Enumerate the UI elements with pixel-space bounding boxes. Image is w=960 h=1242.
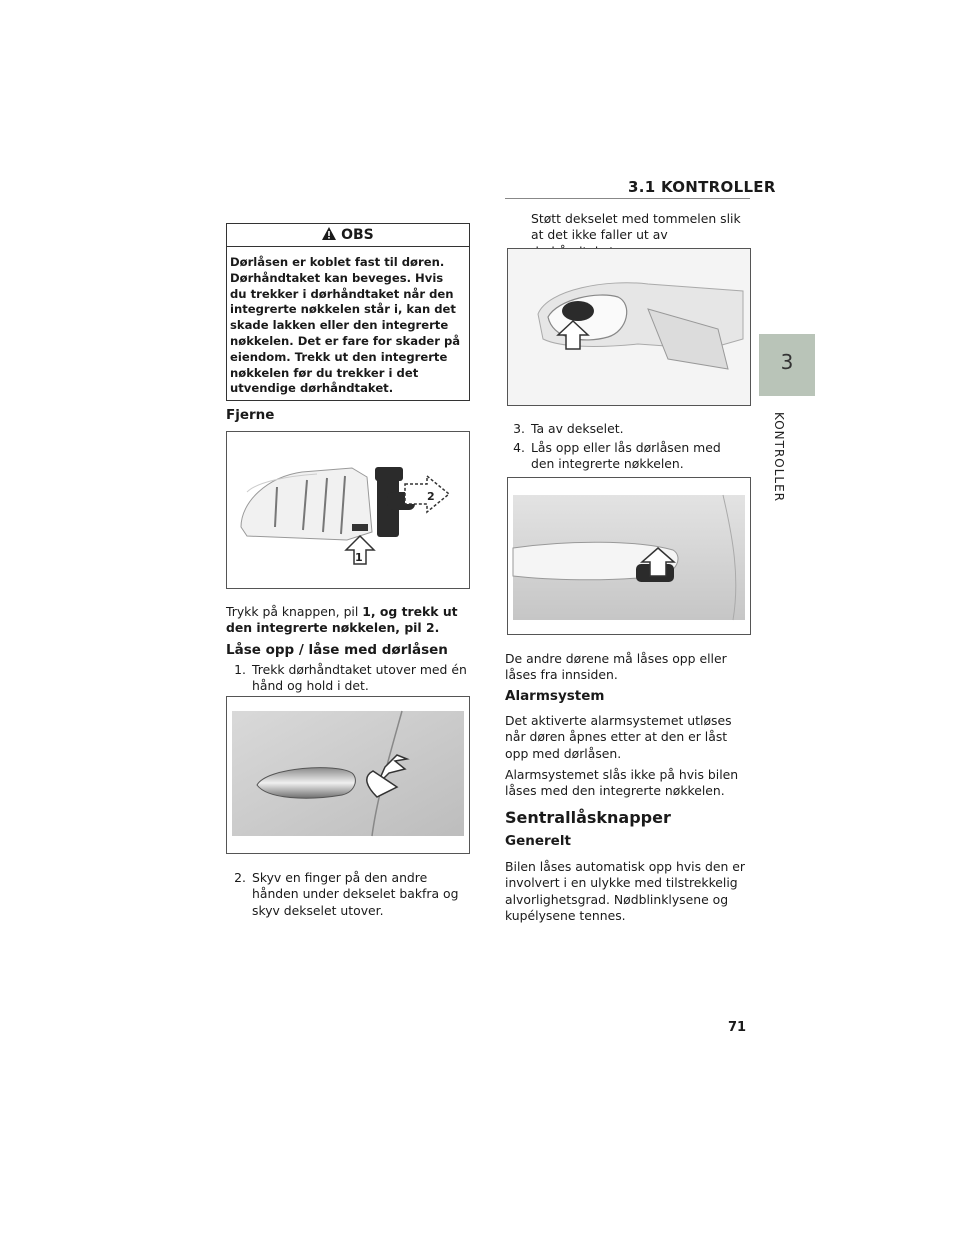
warning-box — [226, 223, 470, 401]
section-header: 3.1 KONTROLLER — [628, 178, 776, 196]
heading-alarmsystem: Alarmsystem — [505, 688, 605, 704]
header-rule — [505, 198, 750, 199]
heading-generelt: Generelt — [505, 833, 571, 849]
step-3-number: 3. — [513, 421, 525, 436]
step-2-continued: Støtt dekselet med tommelen slik at det ikke faller ut av — [531, 211, 741, 243]
paragraph-alarm-1: Det aktiverte alarmsystemet utløses når døren åpnes etter at den er låst opp med dørlåsen. — [505, 713, 732, 761]
warning-text: Dørlåsen er koblet fast til døren. Dørhåndtaket kan beveges. Hvis du trekker i dørhåndtaket når den integrerte nøkkelen står i, kan det skade lakken eller den integrerte nøkkelen. Det er fare for skader på eiendom. Trekk ut den integrerte nøkkelen før du trekker i det utvendige dørhåndtaket. — [230, 255, 461, 396]
step-3-text: Ta av dekselet. — [531, 421, 624, 436]
step-1-number: 1. — [234, 662, 246, 677]
heading-sentrallaas: Sentrallåsknapper — [505, 808, 671, 827]
caption-fig1 — [226, 604, 470, 637]
step-2-number: 2. — [234, 870, 246, 885]
chapter-number: 3 — [780, 350, 794, 374]
paragraph-andre-dorer: De andre dørene må låses opp eller låses fra innsiden. — [505, 651, 727, 683]
heading-fjerne: Fjerne — [226, 407, 275, 423]
caption-plain: Trykk på knappen, pil — [226, 604, 363, 619]
paragraph-alarm-2: Alarmsystemet slås ikke på hvis bilen låses med den integrerte nøkkelen. — [505, 767, 739, 799]
step-4 — [505, 440, 749, 473]
figure-key-in-lock — [507, 477, 751, 635]
step-1 — [226, 662, 470, 695]
paragraph-generelt: Bilen låses automatisk opp hvis den er involvert i en ulykke med tilstrekkelig alvorlighetsgrad. Nødblinklysene og kupélysene tennes. — [505, 859, 745, 924]
warning-triangle-icon — [322, 227, 341, 243]
page-number: 71 — [728, 1020, 747, 1035]
heading-laase: Låse opp / låse med dørlåsen — [226, 642, 448, 658]
fig1-label-1: 1 — [355, 551, 363, 564]
warning-header — [227, 224, 469, 247]
step-4-text: Lås opp eller lås dørlåsen med den integrerte nøkkelen. — [531, 440, 721, 472]
figure-key-removal — [226, 431, 470, 589]
step-1-text: Trekk dørhåndtaket utover med én hånd og hold i det. — [252, 662, 467, 694]
step-2 — [226, 870, 470, 919]
caption-bold: 1, og trekk ut den integrerte nøkkelen, pil 2. — [226, 604, 458, 636]
fig1-label-2: 2 — [427, 490, 435, 503]
figure-cover-removal — [507, 248, 751, 406]
figure-door-handle — [226, 696, 470, 854]
chapter-label: KONTROLLER — [772, 412, 786, 503]
step-4-number: 4. — [513, 440, 525, 455]
step-2-text: Skyv en finger på den andre hånden under dekselet bakfra og skyv dekselet utover. — [252, 870, 459, 918]
warning-title: OBS — [341, 227, 374, 243]
step-3 — [505, 421, 749, 437]
